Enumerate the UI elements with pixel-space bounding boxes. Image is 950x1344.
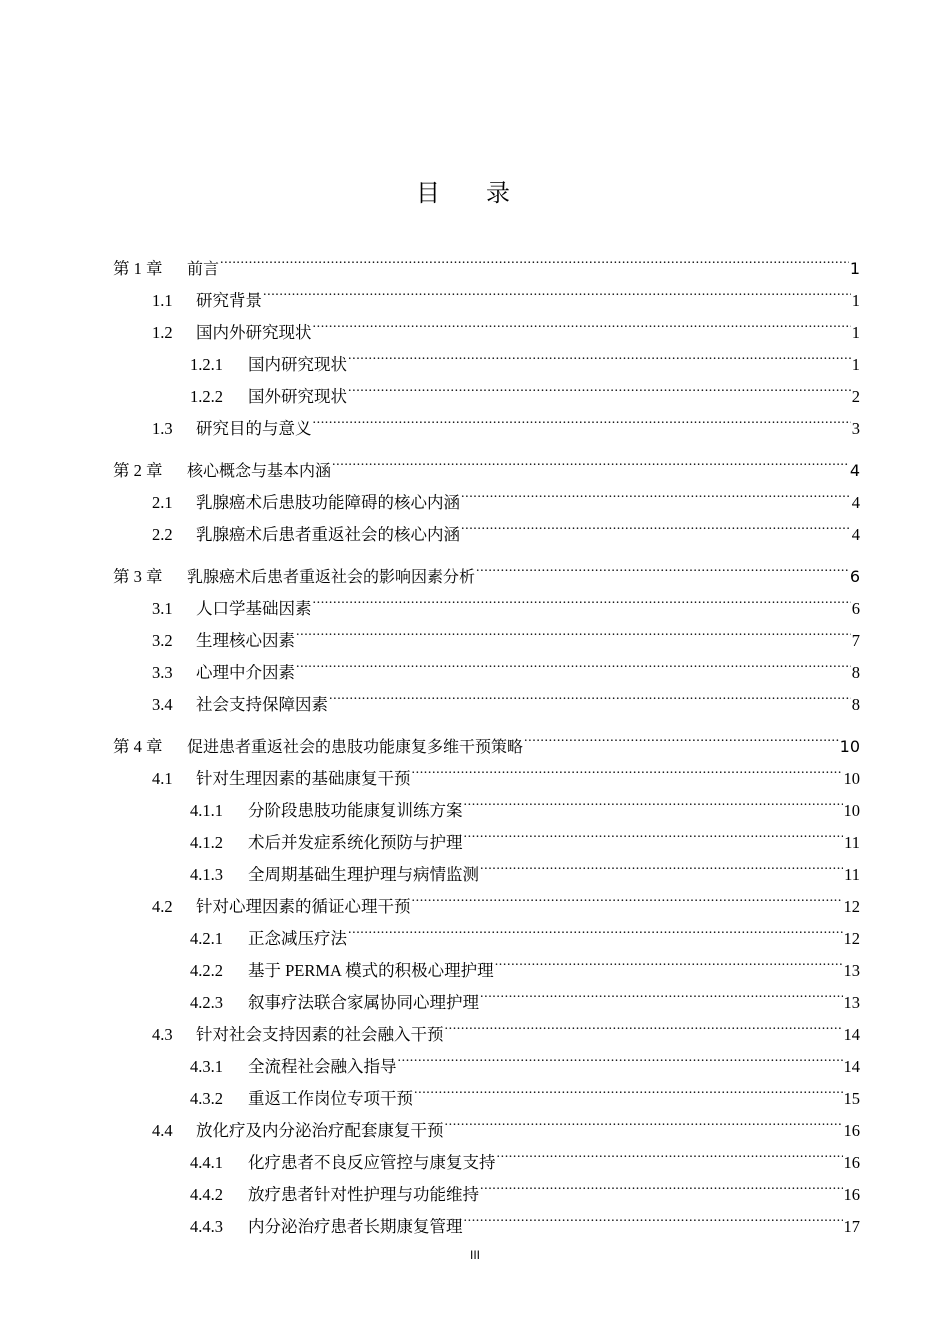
toc-section-entry[interactable] — [152, 508, 860, 544]
toc-subsection-entry[interactable] — [190, 816, 860, 852]
toc-entry-page-number: 1 — [851, 323, 860, 342]
toc-entry-number: 3.1 — [152, 599, 173, 618]
toc-chapter-entry[interactable] — [113, 720, 860, 756]
toc-entry-title: 乳腺癌术后患者重返社会的核心内涵 — [196, 525, 460, 544]
toc-section-entry[interactable] — [152, 582, 860, 618]
toc-entry-number: 3.4 — [152, 695, 173, 714]
toc-dot-leader — [332, 444, 849, 476]
toc-dot-leader — [497, 1136, 843, 1168]
toc-entry-number: 4.4 — [152, 1121, 173, 1140]
toc-entry-title: 生理核心因素 — [196, 631, 295, 650]
toc-subsection-entry[interactable] — [190, 370, 860, 406]
toc-entry-number: 第 1 章 — [113, 259, 163, 278]
toc-entry-number: 4.3.1 — [190, 1057, 223, 1076]
toc-entry-number: 2.1 — [152, 493, 173, 512]
toc-section-entry[interactable] — [152, 752, 860, 788]
toc-entry-title: 心理中介因素 — [196, 663, 295, 682]
toc-section-entry[interactable] — [152, 880, 860, 916]
toc-chapter-entry[interactable] — [113, 242, 860, 278]
toc-dot-leader — [313, 402, 851, 434]
toc-section-entry[interactable] — [152, 402, 860, 438]
toc-entry-title: 分阶段患肢功能康复训练方案 — [248, 801, 463, 820]
toc-entry-number: 1.2.1 — [190, 355, 223, 374]
toc-dot-leader — [412, 752, 843, 784]
toc-entry-number: 3.3 — [152, 663, 173, 682]
toc-entry-page-number: 10 — [843, 801, 860, 820]
toc-entry-page-number: 16 — [843, 1121, 860, 1140]
toc-entry-title: 全周期基础生理护理与病情监测 — [248, 865, 479, 884]
toc-entry-title: 基于 PERMA 模式的积极心理护理 — [248, 961, 494, 980]
toc-entry-page-number: 12 — [843, 929, 860, 948]
toc-dot-leader — [445, 1104, 843, 1136]
toc-section-entry[interactable] — [152, 646, 860, 682]
toc-entry-title: 社会支持保障因素 — [196, 695, 328, 714]
toc-entry-number: 1.2.2 — [190, 387, 223, 406]
toc-entry-page-number: 7 — [851, 631, 860, 650]
toc-entry-title: 针对心理因素的循证心理干预 — [196, 897, 411, 916]
toc-entry-title: 术后并发症系统化预防与护理 — [248, 833, 463, 852]
toc-heading: 目录 — [416, 181, 556, 207]
toc-dot-leader — [476, 550, 849, 582]
toc-dot-leader — [464, 1200, 843, 1232]
toc-entry-page-number: 16 — [843, 1153, 860, 1172]
toc-entry-title: 内分泌治疗患者长期康复管理 — [248, 1217, 463, 1236]
toc-entry-number: 4.1.2 — [190, 833, 223, 852]
page-number-footer: III — [469, 1248, 480, 1262]
toc-dot-leader — [263, 274, 851, 306]
toc-entry-title: 核心概念与基本内涵 — [187, 461, 332, 480]
toc-subsection-entry[interactable] — [190, 1072, 860, 1108]
toc-section-entry[interactable] — [152, 306, 860, 342]
toc-entry-page-number: 14 — [843, 1025, 860, 1044]
toc-chapter-entry[interactable] — [113, 550, 860, 586]
toc-entry-page-number: 10 — [839, 737, 860, 756]
toc-subsection-entry[interactable] — [190, 1168, 860, 1204]
toc-dot-leader — [296, 646, 851, 678]
toc-entry-page-number: 1 — [849, 259, 860, 278]
toc-subsection-entry[interactable] — [190, 1040, 860, 1076]
toc-entry-number: 4.3.2 — [190, 1089, 223, 1108]
toc-entry-number: 1.2 — [152, 323, 173, 342]
toc-entry-number: 4.1 — [152, 769, 173, 788]
toc-entry-title: 乳腺癌术后患者重返社会的影响因素分析 — [187, 567, 476, 586]
toc-dot-leader — [480, 976, 843, 1008]
toc-dot-leader — [464, 816, 844, 848]
toc-dot-leader — [348, 338, 851, 370]
toc-subsection-entry[interactable] — [190, 912, 860, 948]
toc-entry-page-number: 4 — [849, 461, 860, 480]
toc-entry-title: 重返工作岗位专项干预 — [248, 1089, 413, 1108]
toc-section-entry[interactable] — [152, 1008, 860, 1044]
toc-subsection-entry[interactable] — [190, 1136, 860, 1172]
toc-entry-page-number: 13 — [843, 961, 860, 980]
toc-entry-title: 研究目的与意义 — [196, 419, 312, 438]
toc-dot-leader — [461, 508, 851, 540]
toc-entry-number: 3.2 — [152, 631, 173, 650]
toc-entry-title: 放化疗及内分泌治疗配套康复干预 — [196, 1121, 444, 1140]
toc-entry-page-number: 2 — [851, 387, 860, 406]
toc-dot-leader — [461, 476, 851, 508]
toc-entry-title: 正念减压疗法 — [248, 929, 347, 948]
toc-subsection-entry[interactable] — [190, 338, 860, 374]
toc-entry-number: 4.1.1 — [190, 801, 223, 820]
toc-entry-title: 叙事疗法联合家属协同心理护理 — [248, 993, 479, 1012]
toc-dot-leader — [329, 678, 851, 710]
toc-entry-number: 1.1 — [152, 291, 173, 310]
toc-entry-page-number: 4 — [851, 493, 860, 512]
toc-entry-page-number: 15 — [843, 1089, 860, 1108]
toc-entry-number: 4.4.3 — [190, 1217, 223, 1236]
toc-entry-title: 国内外研究现状 — [196, 323, 312, 342]
toc-entry-number: 2.2 — [152, 525, 173, 544]
toc-entry-page-number: 14 — [843, 1057, 860, 1076]
toc-entry-page-number: 8 — [851, 663, 860, 682]
toc-entry-title: 乳腺癌术后患肢功能障碍的核心内涵 — [196, 493, 460, 512]
toc-section-entry[interactable] — [152, 1104, 860, 1140]
toc-dot-leader — [348, 370, 851, 402]
toc-entry-title: 针对生理因素的基础康复干预 — [196, 769, 411, 788]
toc-dot-leader — [524, 720, 839, 752]
toc-entry-page-number: 10 — [843, 769, 860, 788]
toc-entry-number: 第 2 章 — [113, 461, 163, 480]
toc-entry-title: 化疗患者不良反应管控与康复支持 — [248, 1153, 496, 1172]
toc-dot-leader — [313, 306, 851, 338]
toc-dot-leader — [348, 912, 843, 944]
toc-entry-title: 国外研究现状 — [248, 387, 347, 406]
toc-section-entry[interactable] — [152, 274, 860, 310]
toc-entry-page-number: 4 — [851, 525, 860, 544]
toc-dot-leader — [480, 1168, 843, 1200]
toc-dot-leader — [296, 614, 851, 646]
toc-entry-page-number: 6 — [851, 599, 860, 618]
toc-entry-page-number: 6 — [849, 567, 860, 586]
toc-entry-page-number: 11 — [844, 833, 860, 852]
toc-dot-leader — [398, 1040, 843, 1072]
toc-entry-page-number: 1 — [851, 291, 860, 310]
toc-entry-number: 4.1.3 — [190, 865, 223, 884]
toc-entry-page-number: 8 — [851, 695, 860, 714]
toc-entry-number: 4.3 — [152, 1025, 173, 1044]
toc-entry-page-number: 11 — [844, 865, 860, 884]
toc-entry-page-number: 17 — [843, 1217, 860, 1236]
toc-section-entry[interactable] — [152, 614, 860, 650]
toc-subsection-entry[interactable] — [190, 944, 860, 980]
toc-section-entry[interactable] — [152, 678, 860, 714]
toc-entry-title: 促进患者重返社会的患肢功能康复多维干预策略 — [187, 737, 524, 756]
toc-entry-number: 4.2.1 — [190, 929, 223, 948]
toc-entry-title: 研究背景 — [196, 291, 262, 310]
toc-dot-leader — [495, 944, 843, 976]
toc-entry-page-number: 16 — [843, 1185, 860, 1204]
toc-entry-number: 第 3 章 — [113, 567, 163, 586]
toc-subsection-entry[interactable] — [190, 848, 860, 884]
toc-dot-leader — [313, 582, 851, 614]
toc-entry-title: 前言 — [187, 259, 220, 278]
toc-entry-number: 4.2.2 — [190, 961, 223, 980]
toc-entry-page-number: 3 — [851, 419, 860, 438]
toc-dot-leader — [412, 880, 843, 912]
toc-dot-leader — [464, 784, 843, 816]
toc-dot-leader — [445, 1008, 843, 1040]
toc-entry-number: 4.4.2 — [190, 1185, 223, 1204]
toc-entry-title: 全流程社会融入指导 — [248, 1057, 397, 1076]
toc-chapter-entry[interactable] — [113, 444, 860, 480]
toc-entry-number: 1.3 — [152, 419, 173, 438]
toc-entry-title: 放疗患者针对性护理与功能维持 — [248, 1185, 479, 1204]
toc-subsection-entry[interactable] — [190, 784, 860, 820]
toc-entry-number: 4.2 — [152, 897, 173, 916]
toc-entry-page-number: 1 — [851, 355, 860, 374]
toc-dot-leader — [480, 848, 843, 880]
toc-entry-number: 4.4.1 — [190, 1153, 223, 1172]
toc-dot-leader — [220, 242, 849, 274]
toc-entry-page-number: 12 — [843, 897, 860, 916]
toc-entry-title: 人口学基础因素 — [196, 599, 312, 618]
toc-entry-title: 针对社会支持因素的社会融入干预 — [196, 1025, 444, 1044]
toc-dot-leader — [414, 1072, 843, 1104]
toc-subsection-entry[interactable] — [190, 1200, 860, 1236]
toc-subsection-entry[interactable] — [190, 976, 860, 1012]
toc-entry-title: 国内研究现状 — [248, 355, 347, 374]
toc-entry-number: 第 4 章 — [113, 737, 163, 756]
toc-entry-number: 4.2.3 — [190, 993, 223, 1012]
toc-section-entry[interactable] — [152, 476, 860, 512]
toc-entry-page-number: 13 — [843, 993, 860, 1012]
